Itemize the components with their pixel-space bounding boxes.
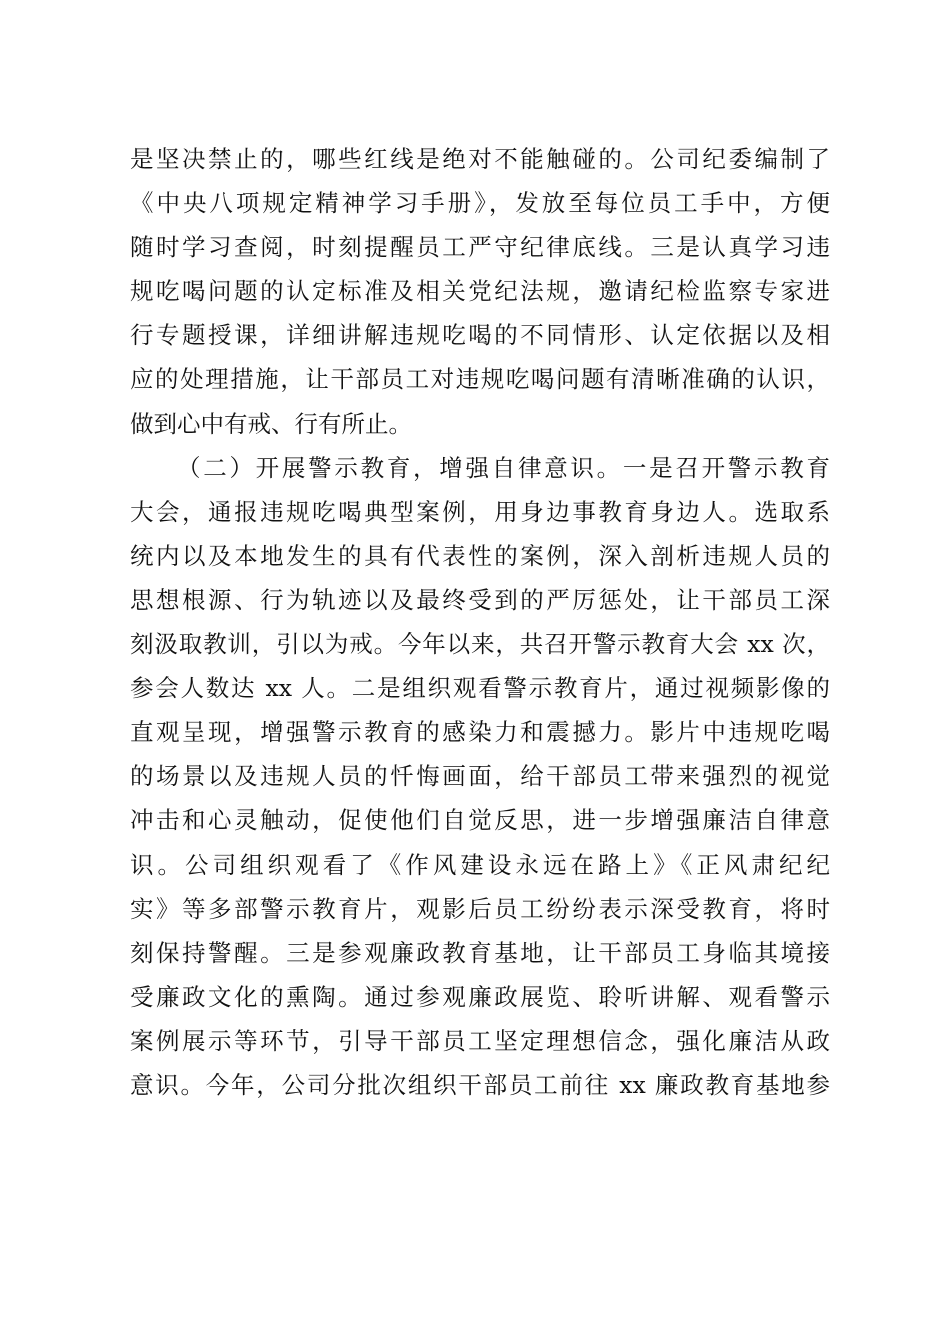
text-line: 行专题授课，详细讲解违规吃喝的不同情形、认定依据以及相 [130,321,830,350]
text-line: 统内以及本地发生的具有代表性的案例，深入剖析违规人员的 [130,541,830,570]
text-line: 受廉政文化的熏陶。通过参观廉政展览、聆听讲解、观看警示 [130,982,830,1011]
paragraph-end-line: 做到心中有戒、行有所止。 [130,409,412,438]
text-line: 应的处理措施，让干部员工对违规吃喝问题有清晰准确的认识， [130,365,830,394]
text-line: 刻汲取教训，引以为戒。今年以来，共召开警示教育大会 xx 次， [130,630,830,659]
text-line: 意识。今年，公司分批次组织干部员工前往 xx 廉政教育基地参 [130,1070,830,1099]
text-line: 识。公司组织观看了《作风建设永远在路上》《正风肃纪纪 [130,850,830,879]
text-line: 的场景以及违规人员的忏悔画面，给干部员工带来强烈的视觉 [130,762,830,791]
text-line: 直观呈现，增强警示教育的感染力和震撼力。影片中违规吃喝 [130,718,830,747]
text-line: 思想根源、行为轨迹以及最终受到的严厉惩处，让干部员工深 [130,585,830,614]
text-line: 规吃喝问题的认定标准及相关党纪法规，邀请纪检监察专家进 [130,277,830,306]
text-line: 冲击和心灵触动，促使他们自觉反思，进一步增强廉洁自律意 [130,806,830,835]
document-body [130,137,830,1107]
text-line: 案例展示等环节，引导干部员工坚定理想信念，强化廉洁从政 [130,1026,830,1055]
text-line: 实》等多部警示教育片，观影后员工纷纷表示深受教育，将时 [130,894,830,923]
text-line: 是坚决禁止的，哪些红线是绝对不能触碰的。公司纪委编制了 [130,145,830,173]
text-line: 大会，通报违规吃喝典型案例，用身边事教育身边人。选取系 [130,497,830,526]
text-line: 随时学习查阅，时刻提醒员工严守纪律底线。三是认真学习违 [130,233,830,262]
text-line: 《中央八项规定精神学习手册》，发放至每位员工手中，方便 [130,189,830,218]
section-heading-line: （二）开展警示教育，增强自律意识。一是召开警示教育 [177,453,830,482]
text-line: 参会人数达 xx 人。二是组织观看警示教育片，通过视频影像的 [130,674,830,703]
text-line: 刻保持警醒。三是参观廉政教育基地，让干部员工身临其境接 [130,938,830,967]
